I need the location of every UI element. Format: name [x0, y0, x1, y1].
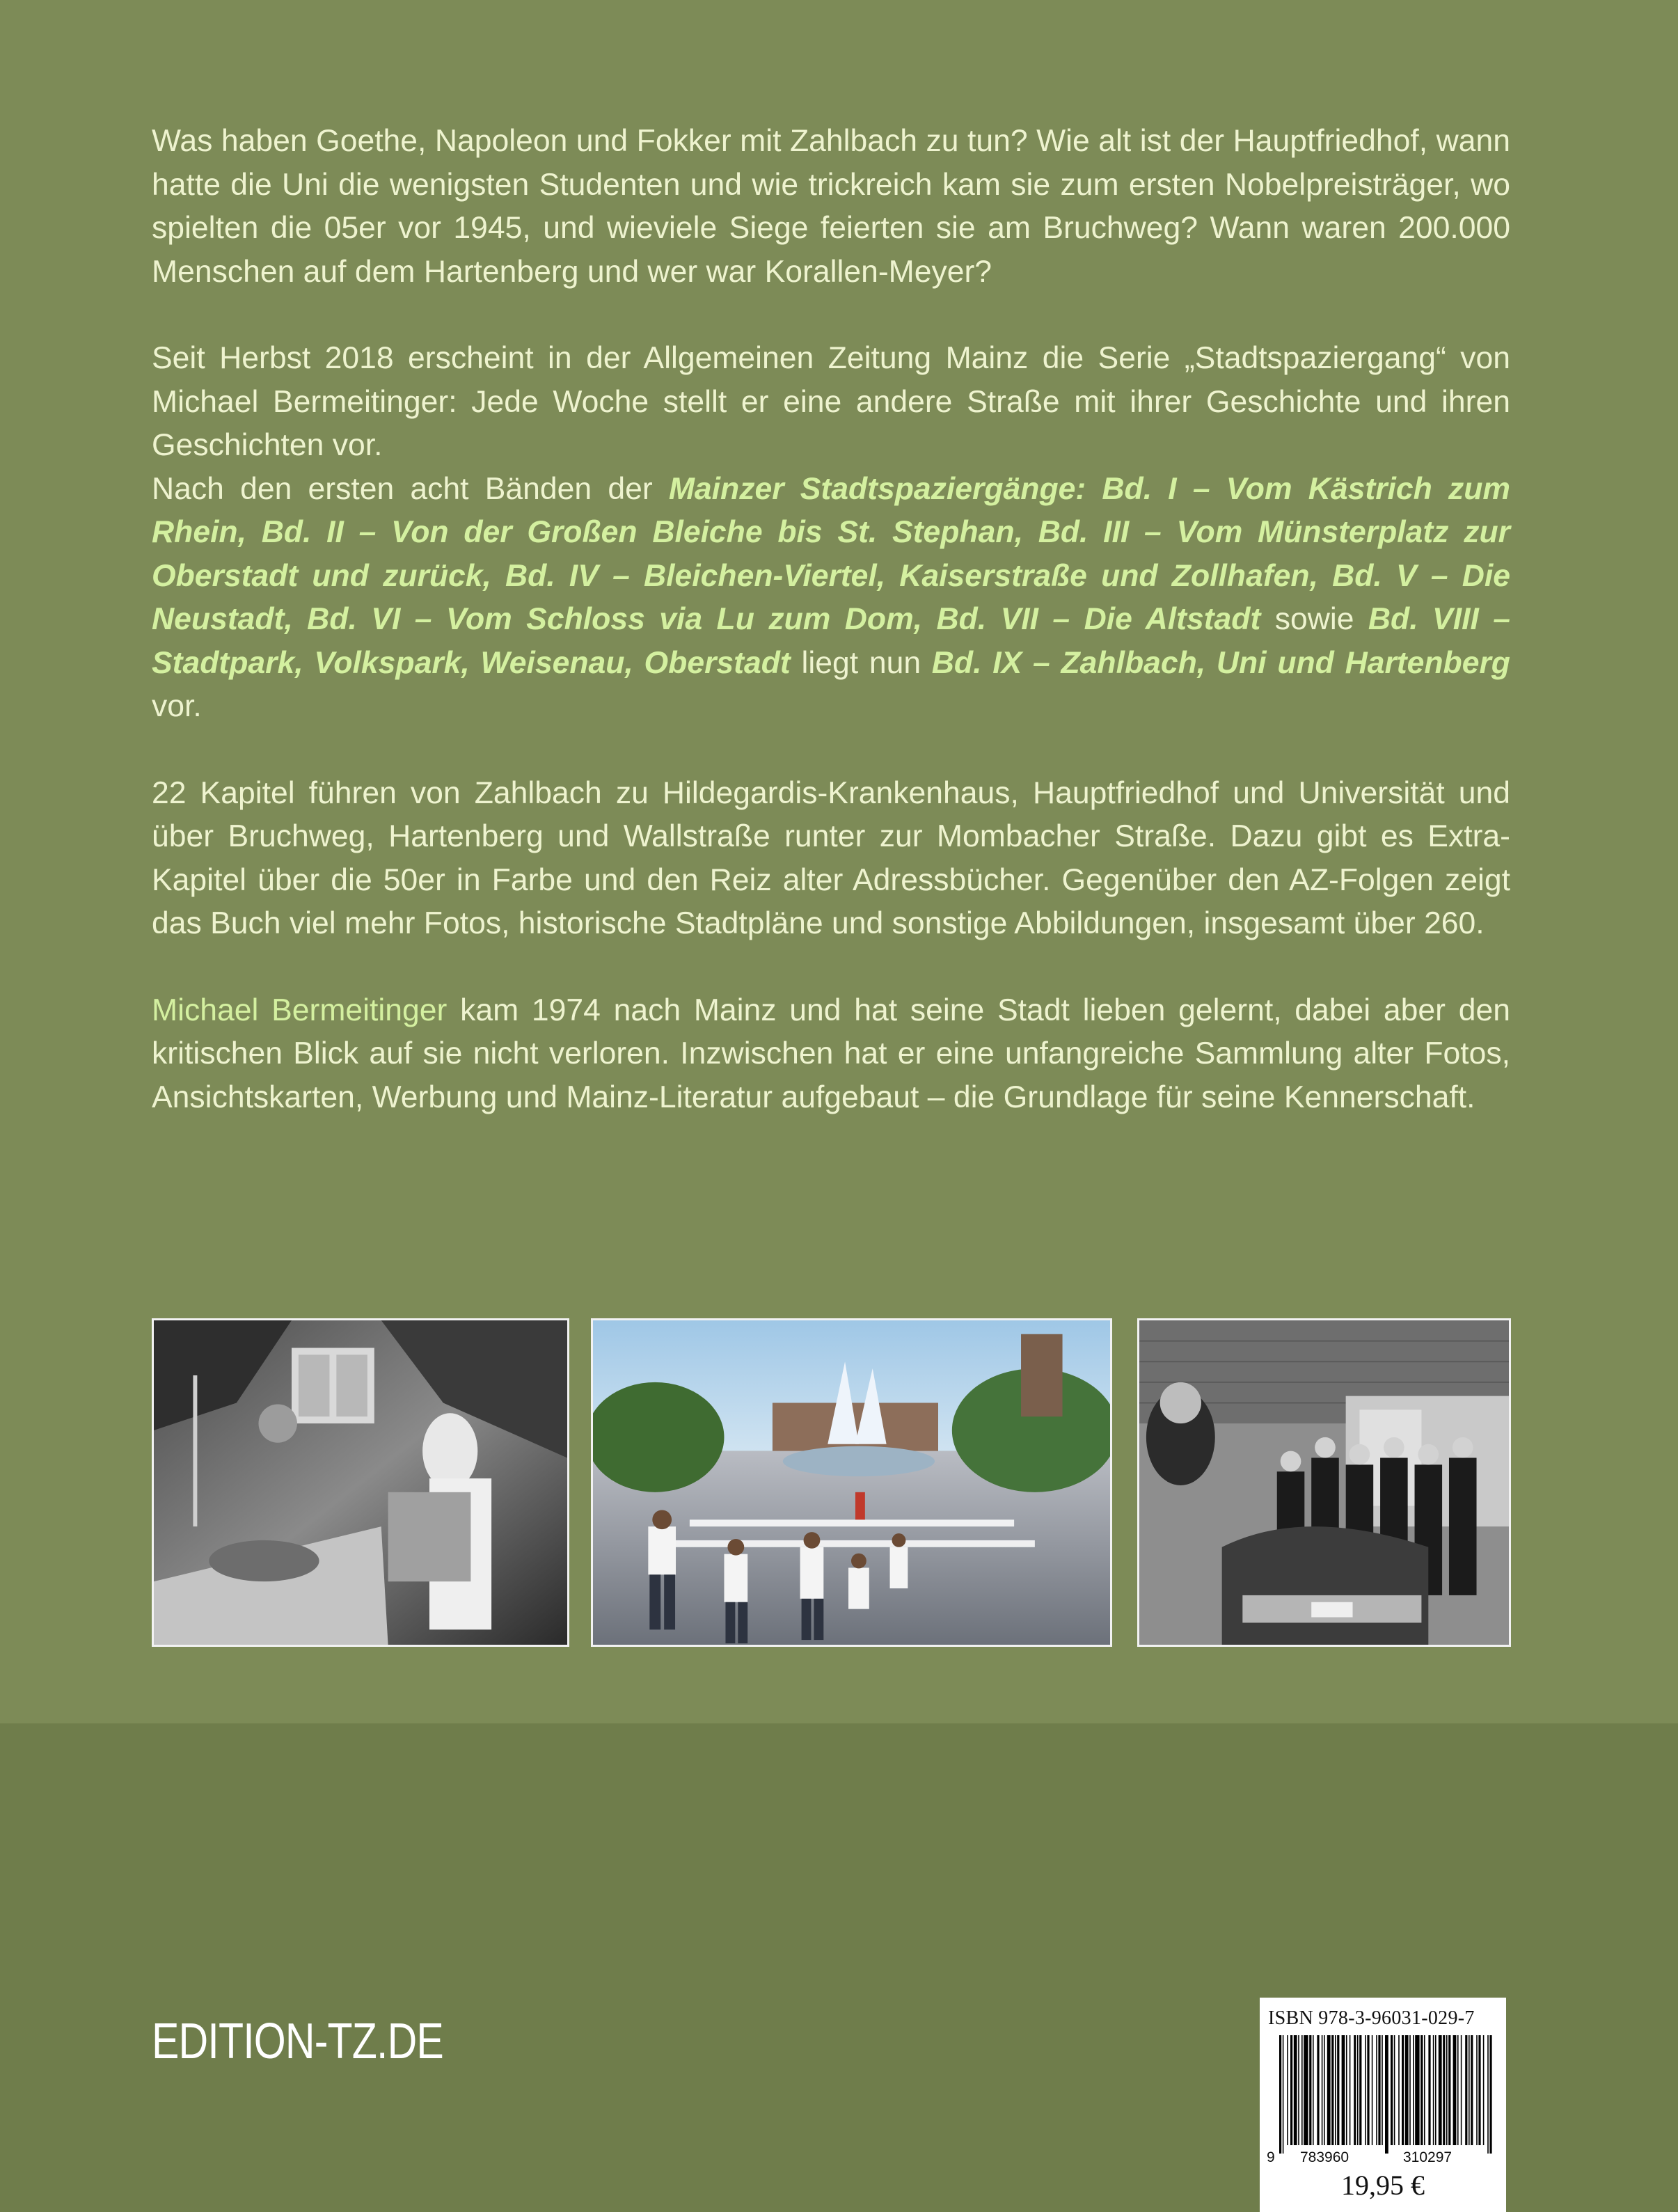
isbn-barcode: [1260, 1998, 1506, 2212]
photo-fountain-square: [591, 1318, 1112, 1647]
author-name: Michael Bermeitinger: [152, 993, 448, 1027]
photo-clergy-group-image: [1139, 1320, 1509, 1645]
author-paragraph: Michael Bermeitinger kam 1974 nach Mainz und hat seine Stadt lieben gelernt, dabei aber den kritischen Blick auf sie nicht verloren. Inzwischen hat er eine unfangreiche Sammlung alter Fotos, Ansichtskarten, Werbung und Mainz-Literatur aufgebaut – die Grundlage für seine Kennerschaft.: [152, 993, 1510, 1114]
publisher-url: EDITION-TZ.DE: [152, 2014, 443, 2069]
chapters-paragraph: 22 Kapitel führen von Zahlbach zu Hildegardis-Krankenhaus, Hauptfriedhof und Universität und über Bruchweg, Hartenberg und Wallstraße runter zur Mombacher Straße. Dazu gibt es Extra-Kapitel über die 50er in Farbe und den Reiz alter Adressbücher. Gegenüber den AZ-Folgen zeigt das Buch viel mehr Fotos, historische Stadtpläne und sonstige Abbildungen, insgesamt über 260.: [152, 775, 1510, 940]
price-label: 19,95 €: [1341, 2170, 1425, 2201]
volumes-titles-2: Bd. VIII – Stadtpark, Volkspark, Weisenau, Oberstadt: [152, 602, 1510, 680]
isbn-number: ISBN 978-3-96031-029-7: [1268, 2007, 1475, 2029]
photo-hospital-room-image: [154, 1320, 567, 1645]
barcode-lead-digit: 9: [1267, 2149, 1275, 2165]
volumes-titles-1: Mainzer Stadtspaziergänge: Bd. I – Vom Kästrich zum Rhein, Bd. II – Von der Großen Bleiche bis St. Stephan, Bd. III – Vom Münsterplatz zur Oberstadt und zurück, Bd. IV – Bleichen-Viertel, Kaiserstraße und Zollhafen, Bd. V – Die Neustadt, Bd. VI – Vom Schloss via Lu zum Dom, Bd. VII – Die Altstadt: [152, 471, 1511, 636]
photo-fountain-square-image: [593, 1320, 1110, 1645]
volumes-paragraph: Nach den ersten acht Bänden der Mainzer Stadtspaziergänge: Bd. I – Vom Kästrich zum Rhein, Bd. II – Von der Großen Bleiche bis St. Stephan, Bd. III – Vom Münsterplatz zur Oberstadt und zurück, Bd. IV – Bleichen-Viertel, Kaiserstraße und Zollhafen, Bd. V – Die Neustadt, Bd. VI – Vom Schloss via Lu zum Dom, Bd. VII – Die Altstadt sowie Bd. VIII – Stadtpark, Volkspark, Weisenau, Oberstadt liegt nun Bd. IX – Zahlbach, Uni und Hartenberg vor.: [152, 471, 1511, 723]
barcode-left-digits: 783960: [1300, 2149, 1349, 2165]
photo-clergy-group: [1137, 1318, 1511, 1647]
intro-paragraph: Was haben Goethe, Napoleon und Fokker mit Zahlbach zu tun? Wie alt ist der Hauptfriedhof, wann hatte die Uni die wenigsten Studenten und wie trickreich kam sie zum ersten Nobelpreisträger, wo spielten die 05er vor 1945, und wieviele Siege feierten sie am Bruchweg? Wann waren 200.000 Menschen auf dem Hartenberg und wer war Korallen-Meyer?: [152, 124, 1510, 289]
photo-hospital-room: [152, 1318, 569, 1647]
blurb-text: [152, 120, 1510, 1119]
volumes-titles-3: Bd. IX – Zahlbach, Uni und Hartenberg: [931, 645, 1510, 680]
barcode-right-digits: 310297: [1403, 2149, 1453, 2165]
barcode-bars: [1279, 2035, 1492, 2154]
series-paragraph: Seit Herbst 2018 erscheint in der Allgemeinen Zeitung Mainz die Serie „Stadtspaziergang“ von Michael Bermeitinger: Jede Woche stellt er eine andere Straße mit ihrer Geschichte und ihren Geschichten vor.: [152, 341, 1510, 462]
